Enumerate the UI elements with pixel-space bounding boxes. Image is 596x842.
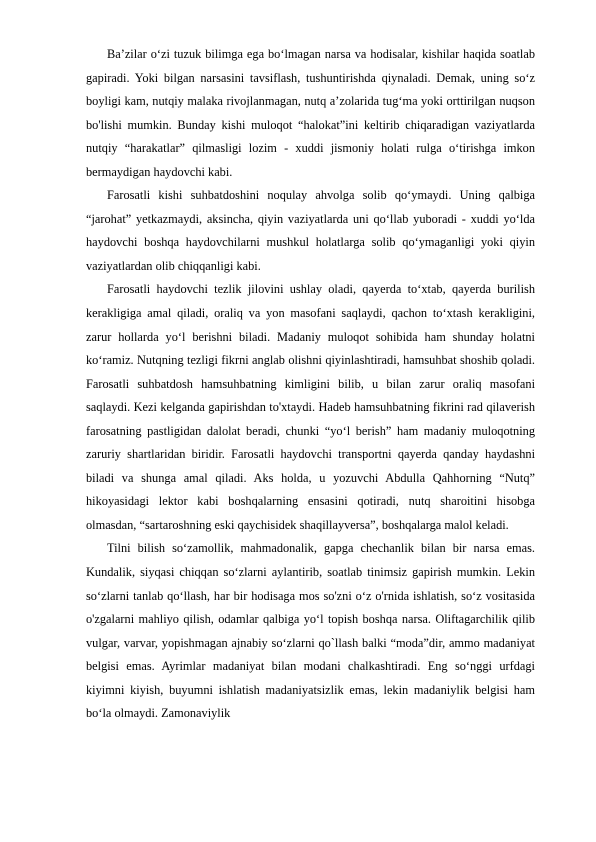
paragraph-3: Farosatli haydovchi tezlik jilovini ushlay oladi, qayerda to‘xtab, qayerda burilish kerakligiga amal qiladi, oraliq va yon masofani saqlaydi, qachon to‘xtash kerakligini, zarur hollarda yo‘l berishni biladi. Madaniy muloqot sohibida ham shunday holatni ko‘ramiz. Nutqning tezligi fikrni anglab olishni qiyinlashtiradi, hamsuhbat shoshib qoladi. Farosatli suhbatdosh hamsuhbatning kimligini bilib, u bilan zarur oraliq masofani saqlaydi. Kezi kelganda gapirishdan to'xtaydi. Hadeb hamsuhbatning fikrini rad qilaverish farosatning pastligidan dalolat beradi, chunki “yo‘l berish” ham madaniy muloqotning zaruriy shartlaridan biridir. Farosatli haydovchi transportni qayerda qanday haydashni biladi va shunga amal qiladi. Aks holda, u yozuvchi Abdulla Qahhorning “Nutq” hikoyasidagi lektor kabi boshqalarning ensasini qotiradi, nutq sharoitini hisobga olmasdan, “sartaroshning eski qaychisidek shaqillayversa”, boshqalarga malol keladi. (86, 282, 535, 532)
document-page (86, 43, 535, 726)
paragraph-4: Tilni bilish so‘zamollik, mahmadonalik, gapga chechanlik bilan bir narsa emas. Kundalik, siyqasi chiqqan so‘zlarni aylantirib, soatlab tinimsiz gapirish mumkin. Lekin so‘zlarni tanlab qo‘llash, har bir hodisaga mos so'zni o‘z o'rnida ishlatish, so‘z vositasida o'zgalarni mahliyo qilish, odamlar qalbiga yo‘l topish boshqa narsa. Oliftagarchilik qilib vulgar, varvar, yopishmagan ajnabiy so‘zlarni qo`llash balki “moda”dir, ammo madaniyat belgisi emas. Ayrimlar madaniyat bilan modani chalkashtiradi. Eng so‘nggi urfdagi kiyimni kiyish, buyumni ishlatish madaniyatsizlik emas, lekin madaniylik belgisi ham bo‘la olmaydi. Zamonaviylik (86, 541, 535, 721)
paragraph-2: Farosatli kishi suhbatdoshini noqulay ahvolga solib qo‘ymaydi. Uning qalbiga “jarohat” yetkazmaydi, aksincha, qiyin vaziyatlarda uni qo‘llab yuboradi - xuddi yo‘lda haydovchi boshqa haydovchilarni mushkul holatlarga solib qo‘ymaganligi yoki qiyin vaziyatlardan olib chiqqanligi kabi. (86, 188, 535, 273)
paragraph-1: Ba’zilar o‘zi tuzuk bilimga ega bo‘lmagan narsa va hodisalar, kishilar haqida soatlab gapiradi. Yoki bilgan narsasini tavsiflash, tushuntirishda qiynaladi. Demak, uning so‘z boyligi kam, nutqiy malaka rivojlanmagan, nutq a’zolarida tug‘ma yoki orttirilgan nuqson bo'lishi mumkin. Bunday kishi muloqot “halokat”ini keltirib chiqaradigan vaziyatlarda nutqiy “harakatlar” qilmasligi lozim - xuddi jismoniy holati rulga o‘tirishga imkon bermaydigan haydovchi kabi. (86, 47, 535, 179)
